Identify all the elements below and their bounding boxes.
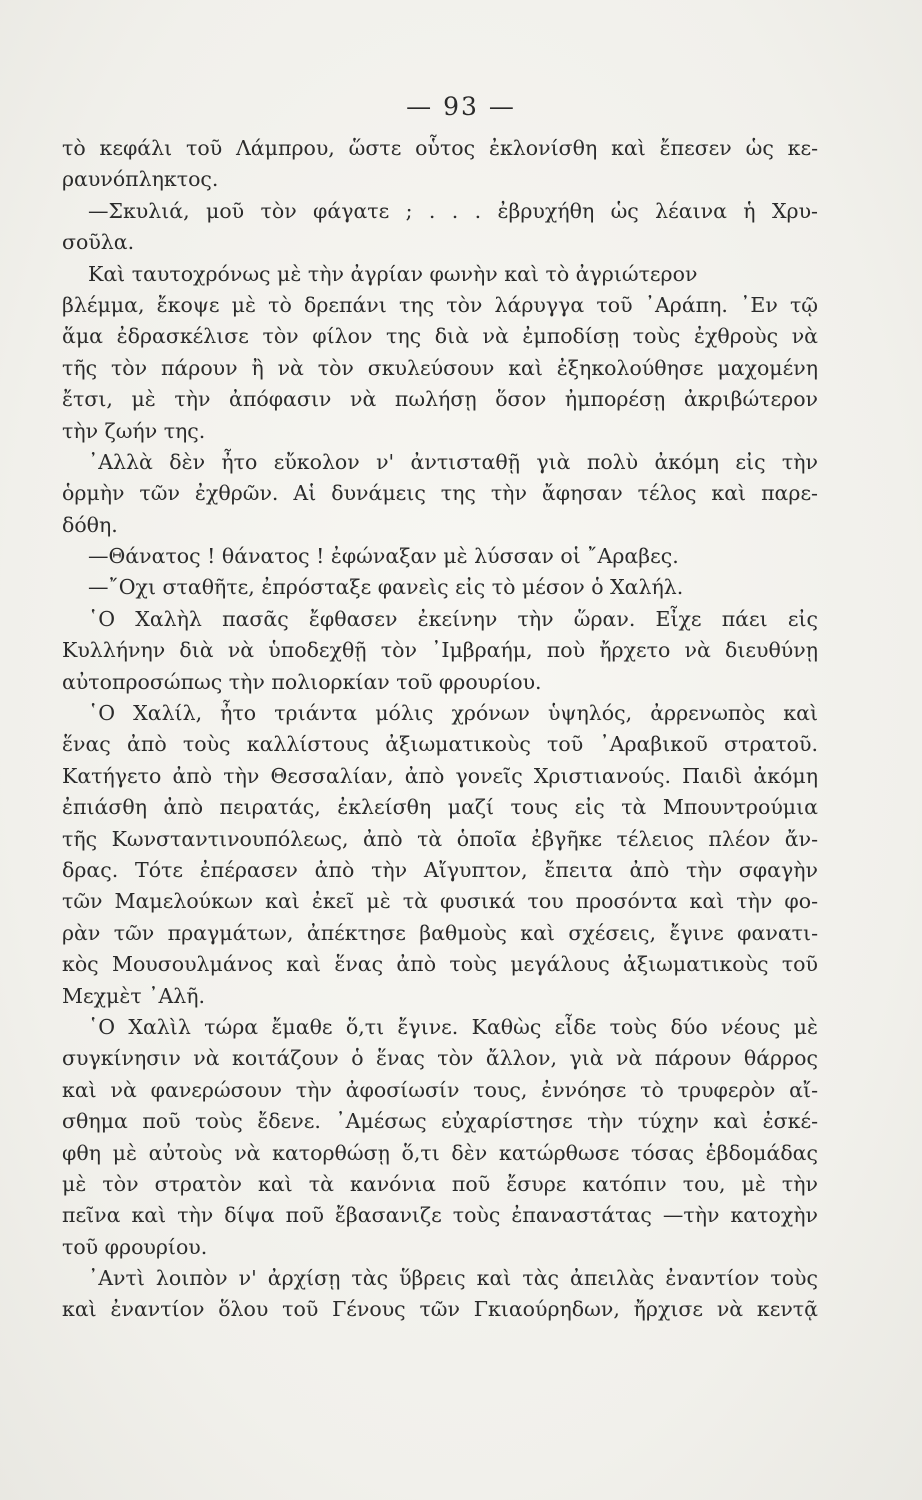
text-line: —Σκυλιά, μοῦ τὸν φάγατε ; . . . ἐβρυχήθη ὡς λέαινα ἡ Χρυ- (88, 198, 818, 223)
text-line: ὁρμὴν τῶν ἐχθρῶν. Αἱ δυνάμεις της τὴν ἄφησαν τέλος καὶ παρε- (62, 481, 818, 506)
text-line: συγκίνησιν νὰ κοιτάζουν ὁ ἕνας τὸν ἄλλον, γιὰ νὰ πάρουν θάρρος (62, 1046, 818, 1071)
text-line: τοῦ φρουρίου. (62, 1234, 208, 1259)
text-line: ᾿Αλλὰ δὲν ἦτο εὔκολον ν' ἀντισταθῇ γιὰ πολὺ ἀκόμη εἰς τὴν (88, 449, 818, 474)
text-line: αὐτοπροσώπως τὴν πολιορκίαν τοῦ φρουρίου. (62, 669, 542, 694)
text-line: ἐπιάσθη ἀπὸ πειρατάς, ἐκλείσθη μαζί τους εἰς τὰ Μπουντρούμια (62, 795, 818, 820)
text-line: Κατήγετο ἀπὸ τὴν Θεσσαλίαν, ἀπὸ γονεῖς Χριστιανούς. Παιδὶ ἀκόμη (62, 763, 818, 788)
text-line: ρὰν τῶν πραγμάτων, ἀπέκτησε βαθμοὺς καὶ σχέσεις, ἔγινε φανατι- (62, 920, 818, 945)
text-line: σοῦλα. (62, 230, 135, 255)
text-line: κὸς Μουσουλμάνος καὶ ἕνας ἀπὸ τοὺς μεγάλους ἀξιωματικοὺς τοῦ (62, 952, 818, 977)
text-line: φθη μὲ αὐτοὺς νὰ κατορθώσῃ ὅ,τι δὲν κατώρθωσε τόσας ἑβδομάδας (62, 1140, 818, 1165)
text-line: ᾿Αντὶ λοιπὸν ν' ἀρχίσῃ τὰς ὕβρεις καὶ τὰς ἀπειλὰς ἐναντίον τοὺς (88, 1266, 818, 1291)
text-line: τῶν Μαμελούκων καὶ ἐκεῖ μὲ τὰ φυσικά του προσόντα καὶ τὴν φο- (62, 889, 818, 914)
text-line: τῆς τὸν πάρουν ἢ νὰ τὸν σκυλεύσουν καὶ ἐξηκολούθησε μαχομένη (62, 355, 818, 380)
text-line: Καὶ ταυτοχρόνως μὲ τὴν ἀγρίαν φωνὴν καὶ τὸ ἀγριώτερον (88, 261, 698, 286)
text-line: τὴν ζωήν της. (62, 418, 206, 443)
page-number: — 93 — (406, 92, 516, 121)
text-line: καὶ νὰ φανερώσουν τὴν ἀφοσίωσίν τους, ἐννόησε τὸ τρυφερὸν αἴ- (62, 1077, 818, 1102)
text-line: ῾Ο Χαλὴλ πασᾶς ἔφθασεν ἐκείνην τὴν ὥραν. Εἶχε πάει εἰς (88, 606, 818, 631)
text-line: ῾Ο Χαλὶλ τώρα ἔμαθε ὅ,τι ἔγινε. Καθὼς εἶδε τοὺς δύο νέους μὲ (88, 1014, 818, 1039)
text-line: τὸ κεφάλι τοῦ Λάμπρου, ὥστε οὗτος ἐκλονίσθη καὶ ἔπεσεν ὡς κε- (62, 136, 818, 160)
text-line: Κυλλήνην διὰ νὰ ὑποδεχθῇ τὸν ᾿Ιμβραήμ, ποὺ ἤρχετο νὰ διευθύνῃ (62, 638, 818, 663)
text-line: —῎Οχι σταθῆτε, ἐπρόσταξε φανεὶς εἰς τὸ μέσον ὁ Χαλήλ. (88, 575, 684, 600)
body-text (62, 133, 818, 1326)
text-line: ἅμα ἐδρασκέλισε τὸν φίλον της διὰ νὰ ἐμποδίσῃ τοὺς ἐχθροὺς νὰ (62, 324, 818, 349)
text-line: μὲ τὸν στρατὸν καὶ τὰ κανόνια ποῦ ἔσυρε κατόπιν του, μὲ τὴν (62, 1171, 818, 1196)
text-line: ραυνόπληκτος. (62, 167, 219, 192)
text-line: Μεχμὲτ ᾿Αλῆ. (62, 983, 206, 1008)
text-line: βλέμμα, ἔκοψε μὲ τὸ δρεπάνι της τὸν λάρυγγα τοῦ ᾿Αράπη. ᾿Εν τῷ (62, 292, 818, 317)
text-line: —Θάνατος ! θάνατος ! ἐφώναξαν μὲ λύσσαν οἱ ῎Αραβες. (88, 544, 679, 569)
text-line: ἕνας ἀπὸ τοὺς καλλίστους ἀξιωματικοὺς τοῦ ᾿Αραβικοῦ στρατοῦ. (62, 732, 818, 757)
text-line: τῆς Κωνσταντινουπόλεως, ἀπὸ τὰ ὁποῖα ἐβγῆκε τέλειος πλέον ἄν- (62, 826, 818, 851)
text-line: δρας. Τότε ἐπέρασεν ἀπὸ τὴν Αἴγυπτον, ἔπειτα ἀπὸ τὴν σφαγὴν (62, 857, 818, 882)
text-line: ἔτσι, μὲ τὴν ἀπόφασιν νὰ πωλήσῃ ὅσον ἠμπορέσῃ ἀκριβώτερον (62, 387, 818, 412)
text-line: σθημα ποῦ τοὺς ἔδενε. ᾿Αμέσως εὐχαρίστησε τὴν τύχην καὶ ἐσκέ- (62, 1109, 818, 1134)
text-line: πεῖνα καὶ τὴν δίψα ποῦ ἔβασανιζε τοὺς ἐπαναστάτας —τὴν κατοχὴν (62, 1203, 818, 1228)
text-line: ῾Ο Χαλίλ, ἦτο τριάντα μόλις χρόνων ὑψηλός, ἀρρενωπὸς καὶ (88, 701, 818, 726)
text-line: καὶ ἐναντίον ὅλου τοῦ Γένους τῶν Γκιαούρηδων, ἤρχισε νὰ κεντᾷ (62, 1297, 818, 1322)
text-line: δόθη. (62, 512, 118, 537)
